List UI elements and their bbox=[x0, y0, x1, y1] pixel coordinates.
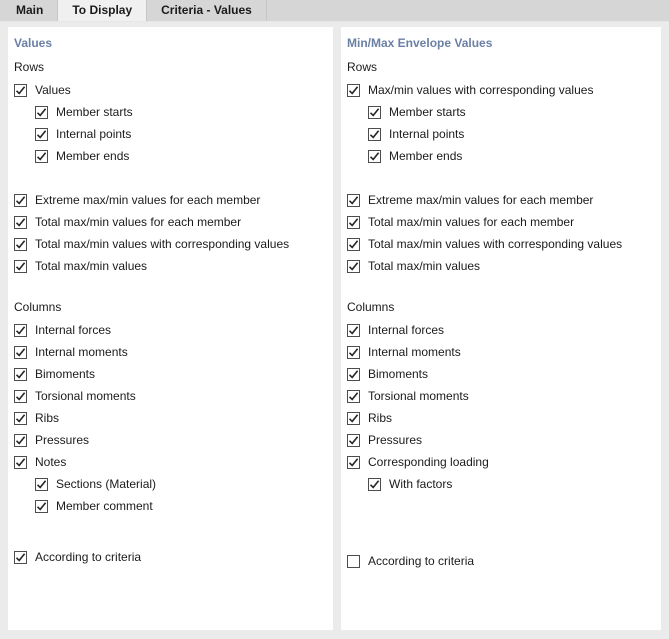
checkbox-label-corresponding-loading: Corresponding loading bbox=[368, 455, 489, 469]
checkbox-row-with-factors[interactable] bbox=[341, 473, 661, 495]
internal-moments-checkbox[interactable] bbox=[347, 346, 360, 359]
checkbox-row-extreme-max-min-values-for-each-member[interactable] bbox=[341, 189, 661, 211]
checkbox-row-internal-points[interactable] bbox=[8, 123, 333, 145]
checkbox-row-bimoments[interactable] bbox=[341, 363, 661, 385]
panel-values-title: Values bbox=[14, 36, 53, 50]
checkbox-row-extreme-max-min-values-for-each-member[interactable] bbox=[8, 189, 333, 211]
member-ends-checkbox[interactable] bbox=[368, 150, 381, 163]
checkmark-icon bbox=[35, 500, 48, 513]
values-checkbox[interactable] bbox=[14, 84, 27, 97]
internal-points-checkbox[interactable] bbox=[368, 128, 381, 141]
checkmark-icon bbox=[14, 390, 27, 403]
checkmark-icon bbox=[347, 194, 360, 207]
checkmark-icon bbox=[14, 260, 27, 273]
checkbox-label-according-to-criteria: According to criteria bbox=[368, 554, 475, 568]
checkmark-icon bbox=[368, 150, 381, 163]
checkmark-icon bbox=[347, 412, 360, 425]
checkbox-label-internal-points: Internal points bbox=[56, 127, 132, 141]
tab-bar bbox=[0, 0, 669, 22]
with-factors-checkbox[interactable] bbox=[368, 478, 381, 491]
max-min-values-with-corresponding-values-checkbox[interactable] bbox=[347, 84, 360, 97]
section-rows bbox=[341, 59, 661, 167]
checkbox-row-internal-forces[interactable] bbox=[8, 319, 333, 341]
internal-points-checkbox[interactable] bbox=[35, 128, 48, 141]
panel-minmax-envelope-sections bbox=[341, 59, 661, 572]
section-rows bbox=[8, 59, 333, 167]
checkbox-row-pressures[interactable] bbox=[341, 429, 661, 451]
checkmark-icon bbox=[347, 260, 360, 273]
checkmark-icon bbox=[368, 128, 381, 141]
total-max-min-values-checkbox[interactable] bbox=[14, 260, 27, 273]
checkbox-label-max-min-values-with-corresponding-values: Max/min values with corresponding values bbox=[368, 83, 594, 97]
checkmark-icon bbox=[14, 434, 27, 447]
checkbox-label-pressures: Pressures bbox=[35, 433, 90, 447]
checkbox-label-internal-moments: Internal moments bbox=[35, 345, 128, 359]
checkmark-icon bbox=[368, 478, 381, 491]
checkbox-label-torsional-moments: Torsional moments bbox=[368, 389, 469, 403]
checkmark-icon bbox=[14, 346, 27, 359]
checkbox-label-sections-material: Sections (Material) bbox=[56, 477, 157, 491]
panel-values bbox=[8, 27, 333, 630]
section-columns bbox=[341, 299, 661, 495]
checkbox-row-corresponding-loading[interactable] bbox=[341, 451, 661, 473]
checkbox-label-internal-forces: Internal forces bbox=[35, 323, 112, 337]
section-group bbox=[8, 189, 333, 277]
checkmark-icon bbox=[368, 106, 381, 119]
bimoments-checkbox[interactable] bbox=[347, 368, 360, 381]
checkbox-row-total-max-min-values[interactable] bbox=[8, 255, 333, 277]
checkmark-icon bbox=[14, 238, 27, 251]
checkmark-icon bbox=[347, 216, 360, 229]
checkmark-icon bbox=[14, 194, 27, 207]
checkbox-label-extreme-max-min-values-for-each-member: Extreme max/min values for each member bbox=[368, 193, 594, 207]
checkbox-label-total-max-min-values-for-each-member: Total max/min values for each member bbox=[368, 215, 575, 229]
checkbox-label-member-comment: Member comment bbox=[56, 499, 153, 513]
checkbox-label-member-starts: Member starts bbox=[389, 105, 466, 119]
panel-values-sections bbox=[8, 59, 333, 568]
checkbox-row-internal-moments[interactable] bbox=[341, 341, 661, 363]
section-columns bbox=[8, 299, 333, 517]
ribs-checkbox[interactable] bbox=[14, 412, 27, 425]
internal-forces-checkbox[interactable] bbox=[14, 324, 27, 337]
checkbox-label-bimoments: Bimoments bbox=[35, 367, 96, 381]
checkmark-icon bbox=[14, 412, 27, 425]
torsional-moments-checkbox[interactable] bbox=[347, 390, 360, 403]
checkbox-row-member-starts[interactable] bbox=[8, 101, 333, 123]
checkbox-row-total-max-min-values-for-each-member[interactable] bbox=[341, 211, 661, 233]
checkmark-icon bbox=[14, 84, 27, 97]
member-comment-checkbox[interactable] bbox=[35, 500, 48, 513]
checkbox-row-according-to-criteria[interactable] bbox=[8, 546, 333, 568]
checkbox-label-ribs: Ribs bbox=[35, 411, 60, 425]
checkbox-row-pressures[interactable] bbox=[8, 429, 333, 451]
checkmark-icon bbox=[347, 346, 360, 359]
checkbox-label-internal-moments: Internal moments bbox=[368, 345, 461, 359]
panel-minmax-envelope-title: Min/Max Envelope Values bbox=[347, 36, 493, 50]
total-max-min-values-for-each-member-checkbox[interactable] bbox=[14, 216, 27, 229]
member-starts-checkbox[interactable] bbox=[35, 106, 48, 119]
section-group bbox=[341, 550, 661, 572]
panel-minmax-envelope bbox=[341, 27, 661, 630]
checkbox-row-total-max-min-values-with-corresponding-values[interactable] bbox=[8, 233, 333, 255]
internal-moments-checkbox[interactable] bbox=[14, 346, 27, 359]
checkbox-row-ribs[interactable] bbox=[8, 407, 333, 429]
checkbox-label-total-max-min-values-for-each-member: Total max/min values for each member bbox=[35, 215, 242, 229]
checkmark-icon bbox=[35, 128, 48, 141]
corresponding-loading-checkbox[interactable] bbox=[347, 456, 360, 469]
checkbox-label-ribs: Ribs bbox=[368, 411, 393, 425]
total-max-min-values-with-corresponding-values-checkbox[interactable] bbox=[14, 238, 27, 251]
total-max-min-values-checkbox[interactable] bbox=[347, 260, 360, 273]
checkbox-row-total-max-min-values-with-corresponding-values[interactable] bbox=[341, 233, 661, 255]
checkbox-label-bimoments: Bimoments bbox=[368, 367, 429, 381]
checkbox-label-pressures: Pressures bbox=[368, 433, 423, 447]
checkbox-label-internal-forces: Internal forces bbox=[368, 323, 445, 337]
checkbox-row-total-max-min-values-for-each-member[interactable] bbox=[8, 211, 333, 233]
torsional-moments-checkbox[interactable] bbox=[14, 390, 27, 403]
checkmark-icon bbox=[347, 434, 360, 447]
checkbox-row-member-starts[interactable] bbox=[341, 101, 661, 123]
checkbox-label-notes: Notes bbox=[35, 455, 67, 469]
checkmark-icon bbox=[14, 216, 27, 229]
pressures-checkbox[interactable] bbox=[14, 434, 27, 447]
sections-material-checkbox[interactable] bbox=[35, 478, 48, 491]
section-label-rows: Rows bbox=[14, 60, 45, 74]
checkmark-icon bbox=[35, 106, 48, 119]
checkmark-icon bbox=[347, 390, 360, 403]
checkbox-row-sections-material[interactable] bbox=[8, 473, 333, 495]
checkmark-icon bbox=[14, 324, 27, 337]
checkbox-label-member-starts: Member starts bbox=[56, 105, 133, 119]
checkbox-row-internal-forces[interactable] bbox=[341, 319, 661, 341]
section-label-columns: Columns bbox=[347, 300, 395, 314]
checkbox-label-total-max-min-values: Total max/min values bbox=[368, 259, 481, 273]
section-group bbox=[8, 546, 333, 568]
checkbox-label-with-factors: With factors bbox=[389, 477, 453, 491]
checkbox-label-member-ends: Member ends bbox=[56, 149, 130, 163]
checkbox-row-bimoments[interactable] bbox=[8, 363, 333, 385]
section-group bbox=[341, 189, 661, 277]
checkbox-label-total-max-min-values-with-corresponding-values: Total max/min values with corresponding values bbox=[35, 237, 290, 251]
checkmark-icon bbox=[14, 551, 27, 564]
checkbox-row-internal-points[interactable] bbox=[341, 123, 661, 145]
member-starts-checkbox[interactable] bbox=[368, 106, 381, 119]
checkbox-label-extreme-max-min-values-for-each-member: Extreme max/min values for each member bbox=[35, 193, 261, 207]
extreme-max-min-values-for-each-member-checkbox[interactable] bbox=[347, 194, 360, 207]
tab-to-display[interactable]: To Display bbox=[58, 0, 147, 21]
checkbox-row-member-comment[interactable] bbox=[8, 495, 333, 517]
tab-main[interactable]: Main bbox=[2, 0, 58, 21]
checkbox-row-internal-moments[interactable] bbox=[8, 341, 333, 363]
member-ends-checkbox[interactable] bbox=[35, 150, 48, 163]
notes-checkbox[interactable] bbox=[14, 456, 27, 469]
checkmark-icon bbox=[347, 324, 360, 337]
checkmark-icon bbox=[347, 456, 360, 469]
checkbox-row-max-min-values-with-corresponding-values[interactable] bbox=[341, 79, 661, 101]
checkmark-icon bbox=[14, 368, 27, 381]
checkbox-row-according-to-criteria[interactable] bbox=[341, 550, 661, 572]
checkmark-icon bbox=[347, 238, 360, 251]
checkbox-label-internal-points: Internal points bbox=[389, 127, 465, 141]
according-to-criteria-checkbox[interactable] bbox=[347, 555, 360, 568]
checkbox-row-ribs[interactable] bbox=[341, 407, 661, 429]
checkbox-row-total-max-min-values[interactable] bbox=[341, 255, 661, 277]
checkbox-label-member-ends: Member ends bbox=[389, 149, 463, 163]
checkbox-row-notes[interactable] bbox=[8, 451, 333, 473]
checkbox-label-torsional-moments: Torsional moments bbox=[35, 389, 136, 403]
total-max-min-values-with-corresponding-values-checkbox[interactable] bbox=[347, 238, 360, 251]
checkbox-row-values[interactable] bbox=[8, 79, 333, 101]
checkmark-icon bbox=[347, 84, 360, 97]
section-label-rows: Rows bbox=[347, 60, 378, 74]
checkmark-icon bbox=[35, 150, 48, 163]
checkbox-label-according-to-criteria: According to criteria bbox=[35, 550, 142, 564]
checkbox-label-total-max-min-values-with-corresponding-values: Total max/min values with corresponding values bbox=[368, 237, 623, 251]
extreme-max-min-values-for-each-member-checkbox[interactable] bbox=[14, 194, 27, 207]
tab-criteria-values[interactable]: Criteria - Values bbox=[147, 0, 267, 21]
checkbox-row-torsional-moments[interactable] bbox=[8, 385, 333, 407]
checkbox-label-total-max-min-values: Total max/min values bbox=[35, 259, 148, 273]
checkmark-icon bbox=[347, 368, 360, 381]
internal-forces-checkbox[interactable] bbox=[347, 324, 360, 337]
according-to-criteria-checkbox[interactable] bbox=[14, 551, 27, 564]
checkbox-label-values: Values bbox=[35, 83, 71, 97]
section-label-columns: Columns bbox=[14, 300, 62, 314]
ribs-checkbox[interactable] bbox=[347, 412, 360, 425]
checkmark-icon bbox=[35, 478, 48, 491]
total-max-min-values-for-each-member-checkbox[interactable] bbox=[347, 216, 360, 229]
checkbox-row-torsional-moments[interactable] bbox=[341, 385, 661, 407]
checkmark-icon bbox=[14, 456, 27, 469]
pressures-checkbox[interactable] bbox=[347, 434, 360, 447]
bimoments-checkbox[interactable] bbox=[14, 368, 27, 381]
checkbox-row-member-ends[interactable] bbox=[8, 145, 333, 167]
checkbox-row-member-ends[interactable] bbox=[341, 145, 661, 167]
